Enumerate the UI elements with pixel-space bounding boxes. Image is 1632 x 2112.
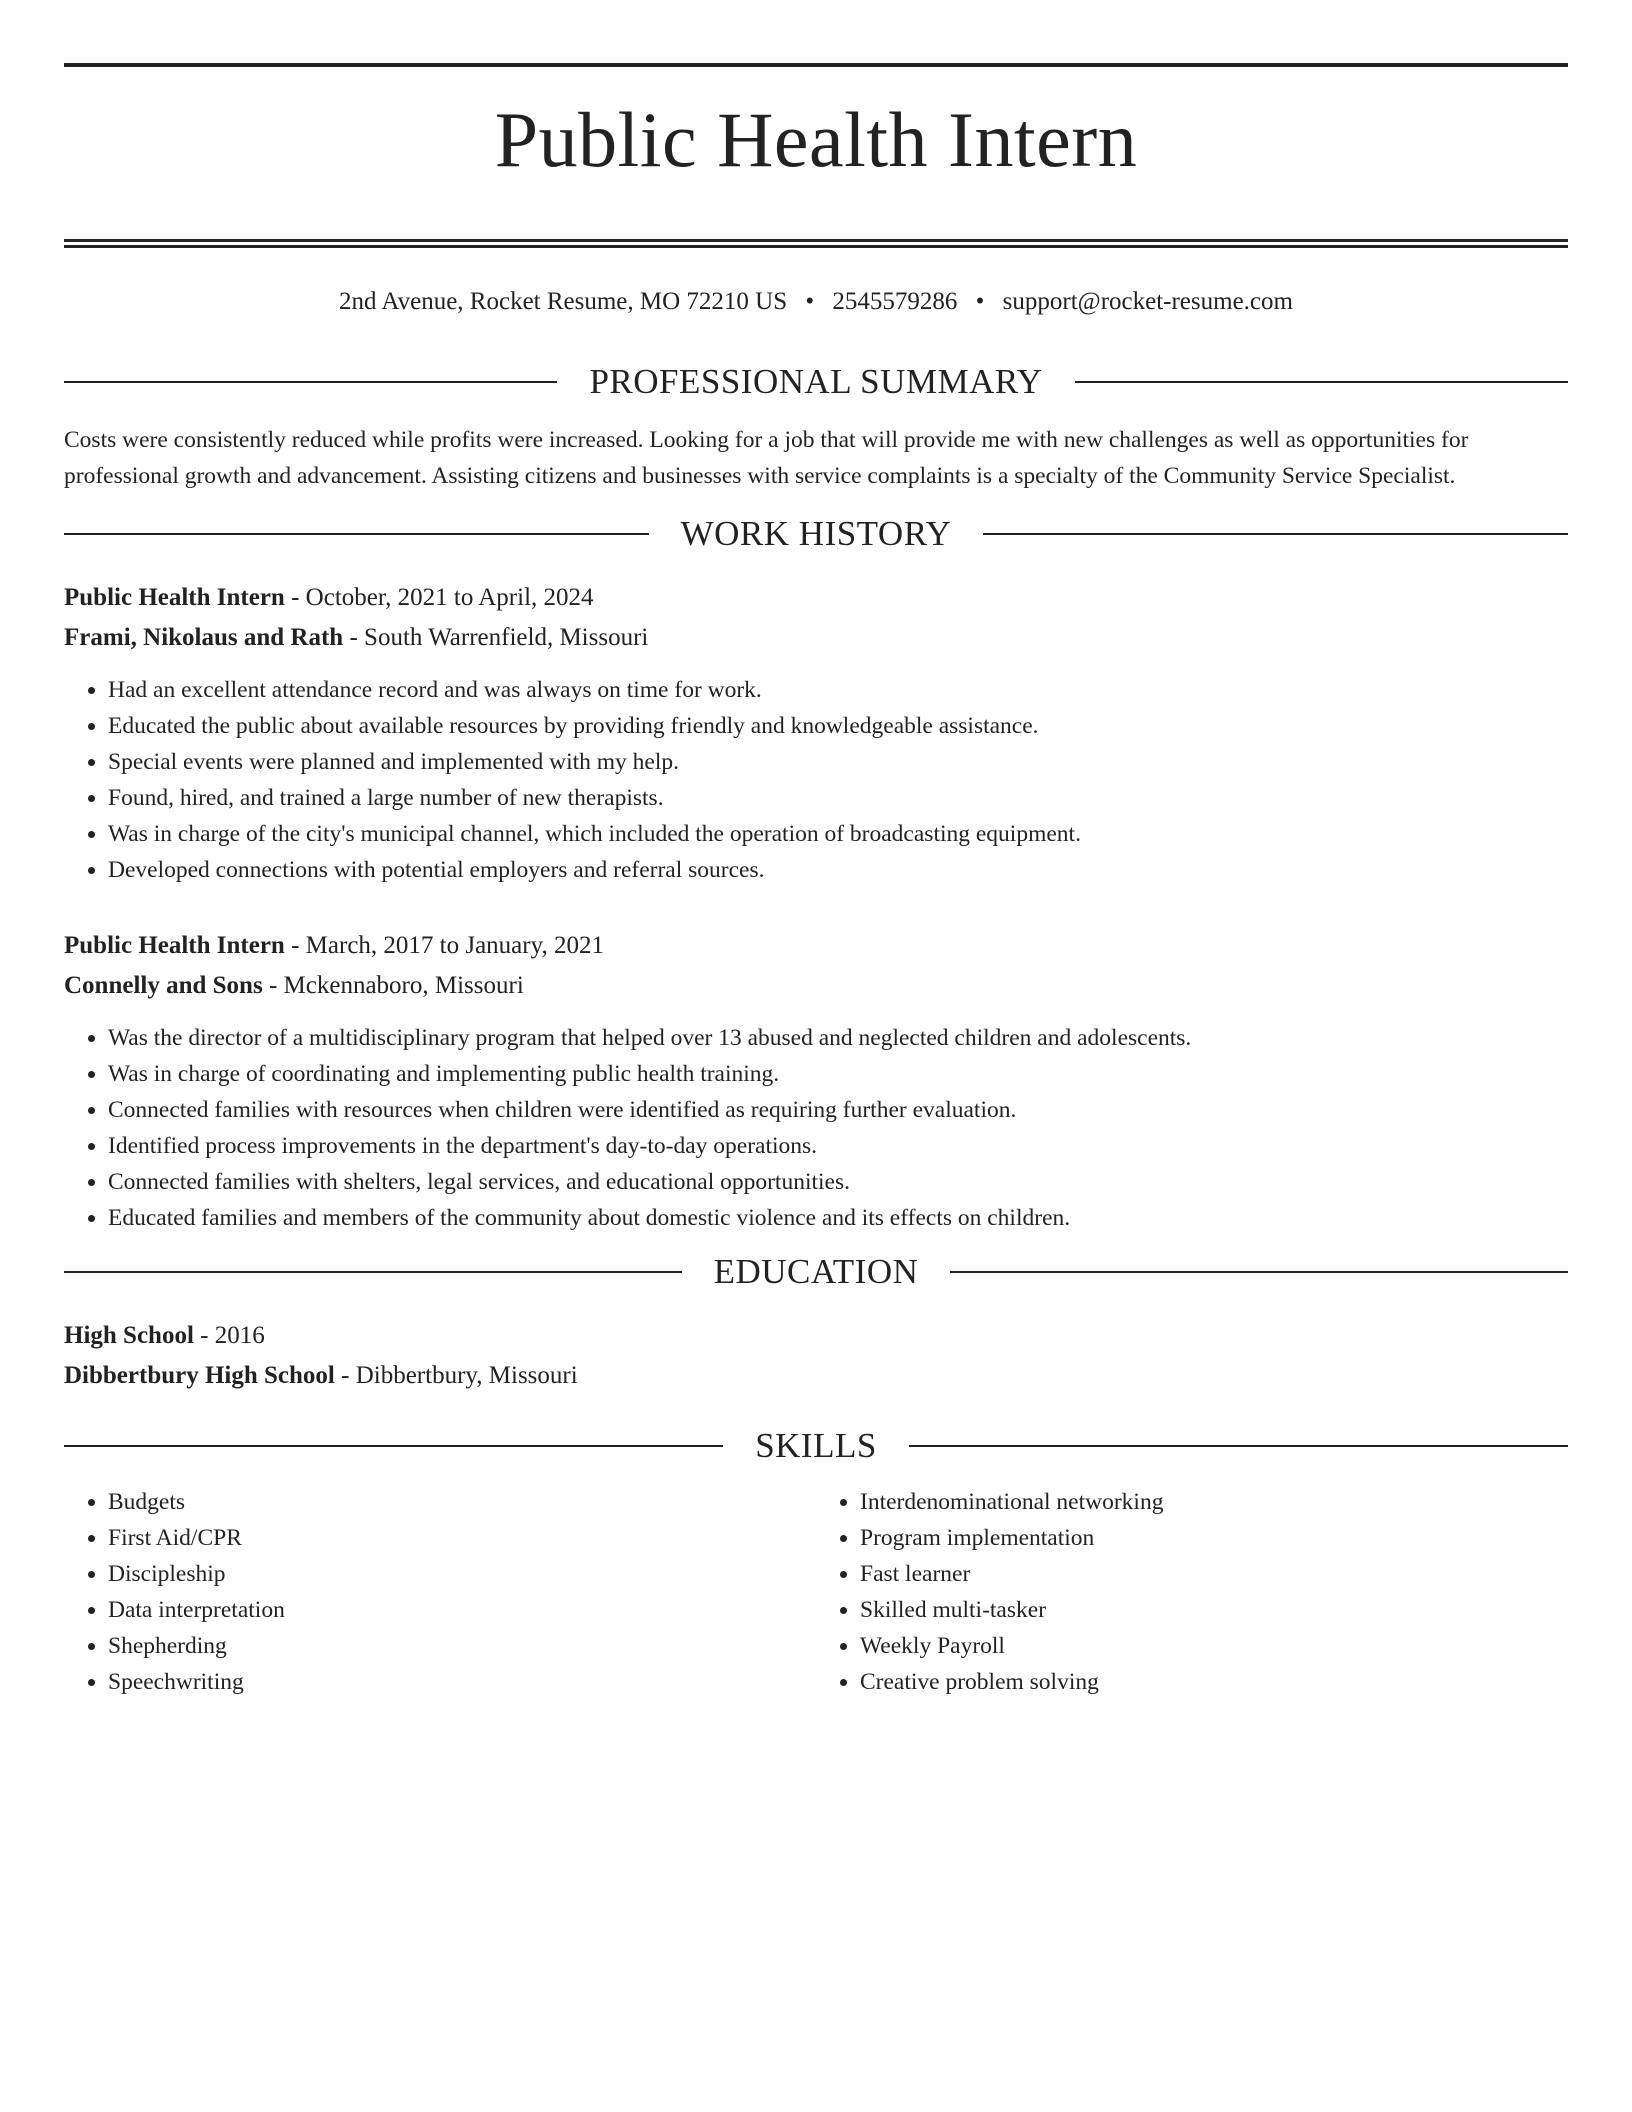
list-item: • Identified process improvements in the department's day-to-day operations. <box>108 1128 1568 1164</box>
job-dates: - March, 2017 to January, 2021 <box>284 932 604 959</box>
list-item: • Was in charge of coordinating and implementing public health training. <box>108 1056 1568 1092</box>
list-item: • Data interpretation <box>108 1592 816 1628</box>
job-company: Frami, Nikolaus and Rath <box>64 624 344 651</box>
education-location: - Dibbertbury, Missouri <box>334 1362 578 1389</box>
section-rule <box>64 381 557 383</box>
list-item: • Educated the public about available resources by providing friendly and knowledgeable assistance. <box>108 708 1568 744</box>
section-rule <box>950 1271 1568 1273</box>
list-item: • First Aid/CPR <box>108 1520 816 1556</box>
list-item: • Was the director of a multidisciplinary program that helped over 13 abused and neglected children and adolescents. <box>108 1020 1568 1056</box>
section-rule <box>64 1271 682 1273</box>
contact-separator: • <box>975 288 985 315</box>
summary-text: Costs were consistently reduced while profits were increased. Looking for a job that will provide me with new challenges as well as opportunities for professional growth and advancement. Assisting citizens and businesses with service complaints is a specialty of the Community Service Specialist. <box>64 427 1469 489</box>
section-title: EDUCATION <box>713 1252 919 1291</box>
education-entry <box>64 1316 1568 1396</box>
job-location: - Mckennaboro, Missouri <box>262 972 524 999</box>
list-item: • Shepherding <box>108 1628 816 1664</box>
job-title-line <box>64 926 1568 966</box>
contact-email: support@rocket-resume.com <box>1002 288 1293 315</box>
job-location: - South Warrenfield, Missouri <box>343 624 649 651</box>
list-item: • Developed connections with potential employers and referral sources. <box>108 852 1568 888</box>
top-rule <box>64 63 1568 67</box>
candidate-name: Public Health Intern <box>494 96 1138 183</box>
list-item: • Had an excellent attendance record and was always on time for work. <box>108 672 1568 708</box>
job-title-line <box>64 578 1568 618</box>
job-company: Connelly and Sons <box>64 972 263 999</box>
job-dates: - October, 2021 to April, 2024 <box>284 584 594 611</box>
section-title: PROFESSIONAL SUMMARY <box>589 362 1043 401</box>
contact-phone: 2545579286 <box>832 288 958 315</box>
list-item: • Special events were planned and implemented with my help. <box>108 744 1568 780</box>
section-header-education <box>64 1250 1568 1294</box>
section-header-work <box>64 512 1568 556</box>
skills-list-left <box>64 1484 816 1700</box>
education-year: - 2016 <box>193 1322 265 1349</box>
contact-line <box>64 286 1568 318</box>
list-item: • Connected families with shelters, legal services, and educational opportunities. <box>108 1164 1568 1200</box>
skills-list-right <box>816 1484 1568 1700</box>
list-item: • Discipleship <box>108 1556 816 1592</box>
list-item: • Educated families and members of the community about domestic violence and its effects on children. <box>108 1200 1568 1236</box>
list-item: • Found, hired, and trained a large number of new therapists. <box>108 780 1568 816</box>
section-rule <box>983 533 1568 535</box>
job-bullets <box>64 672 1568 888</box>
contact-separator: • <box>805 288 815 315</box>
list-item: • Fast learner <box>860 1556 1568 1592</box>
section-rule <box>909 1445 1568 1447</box>
list-item: • Connected families with resources when children were identified as requiring further evaluation. <box>108 1092 1568 1128</box>
list-item: • Program implementation <box>860 1520 1568 1556</box>
job-role: Public Health Intern <box>64 932 285 959</box>
section-title: WORK HISTORY <box>680 514 952 553</box>
section-header-summary <box>64 360 1568 404</box>
resume-page <box>64 0 1568 1700</box>
list-item: • Weekly Payroll <box>860 1628 1568 1664</box>
skills-columns <box>64 1484 1568 1700</box>
education-degree: High School <box>64 1322 194 1349</box>
list-item: • Budgets <box>108 1484 816 1520</box>
section-rule <box>64 533 649 535</box>
education-degree-line <box>64 1316 1568 1356</box>
education-school: Dibbertbury High School <box>64 1362 335 1389</box>
job-bullets <box>64 1020 1568 1236</box>
list-item: • Speechwriting <box>108 1664 816 1700</box>
contact-address: 2nd Avenue, Rocket Resume, MO 72210 US <box>339 288 788 315</box>
education-school-line <box>64 1356 1568 1396</box>
list-item: • Was in charge of the city's municipal channel, which included the operation of broadcasting equipment. <box>108 816 1568 852</box>
job-company-line <box>64 618 1568 658</box>
job-company-line <box>64 966 1568 1006</box>
section-rule <box>64 1445 723 1447</box>
list-item: • Interdenominational networking <box>860 1484 1568 1520</box>
section-header-skills <box>64 1424 1568 1468</box>
list-item: • Skilled multi-tasker <box>860 1592 1568 1628</box>
double-rule <box>64 239 1568 248</box>
job-entry <box>64 926 1568 1236</box>
job-role: Public Health Intern <box>64 584 285 611</box>
section-title: SKILLS <box>755 1426 877 1465</box>
section-rule <box>1075 381 1568 383</box>
list-item: • Creative problem solving <box>860 1664 1568 1700</box>
job-entry <box>64 578 1568 888</box>
